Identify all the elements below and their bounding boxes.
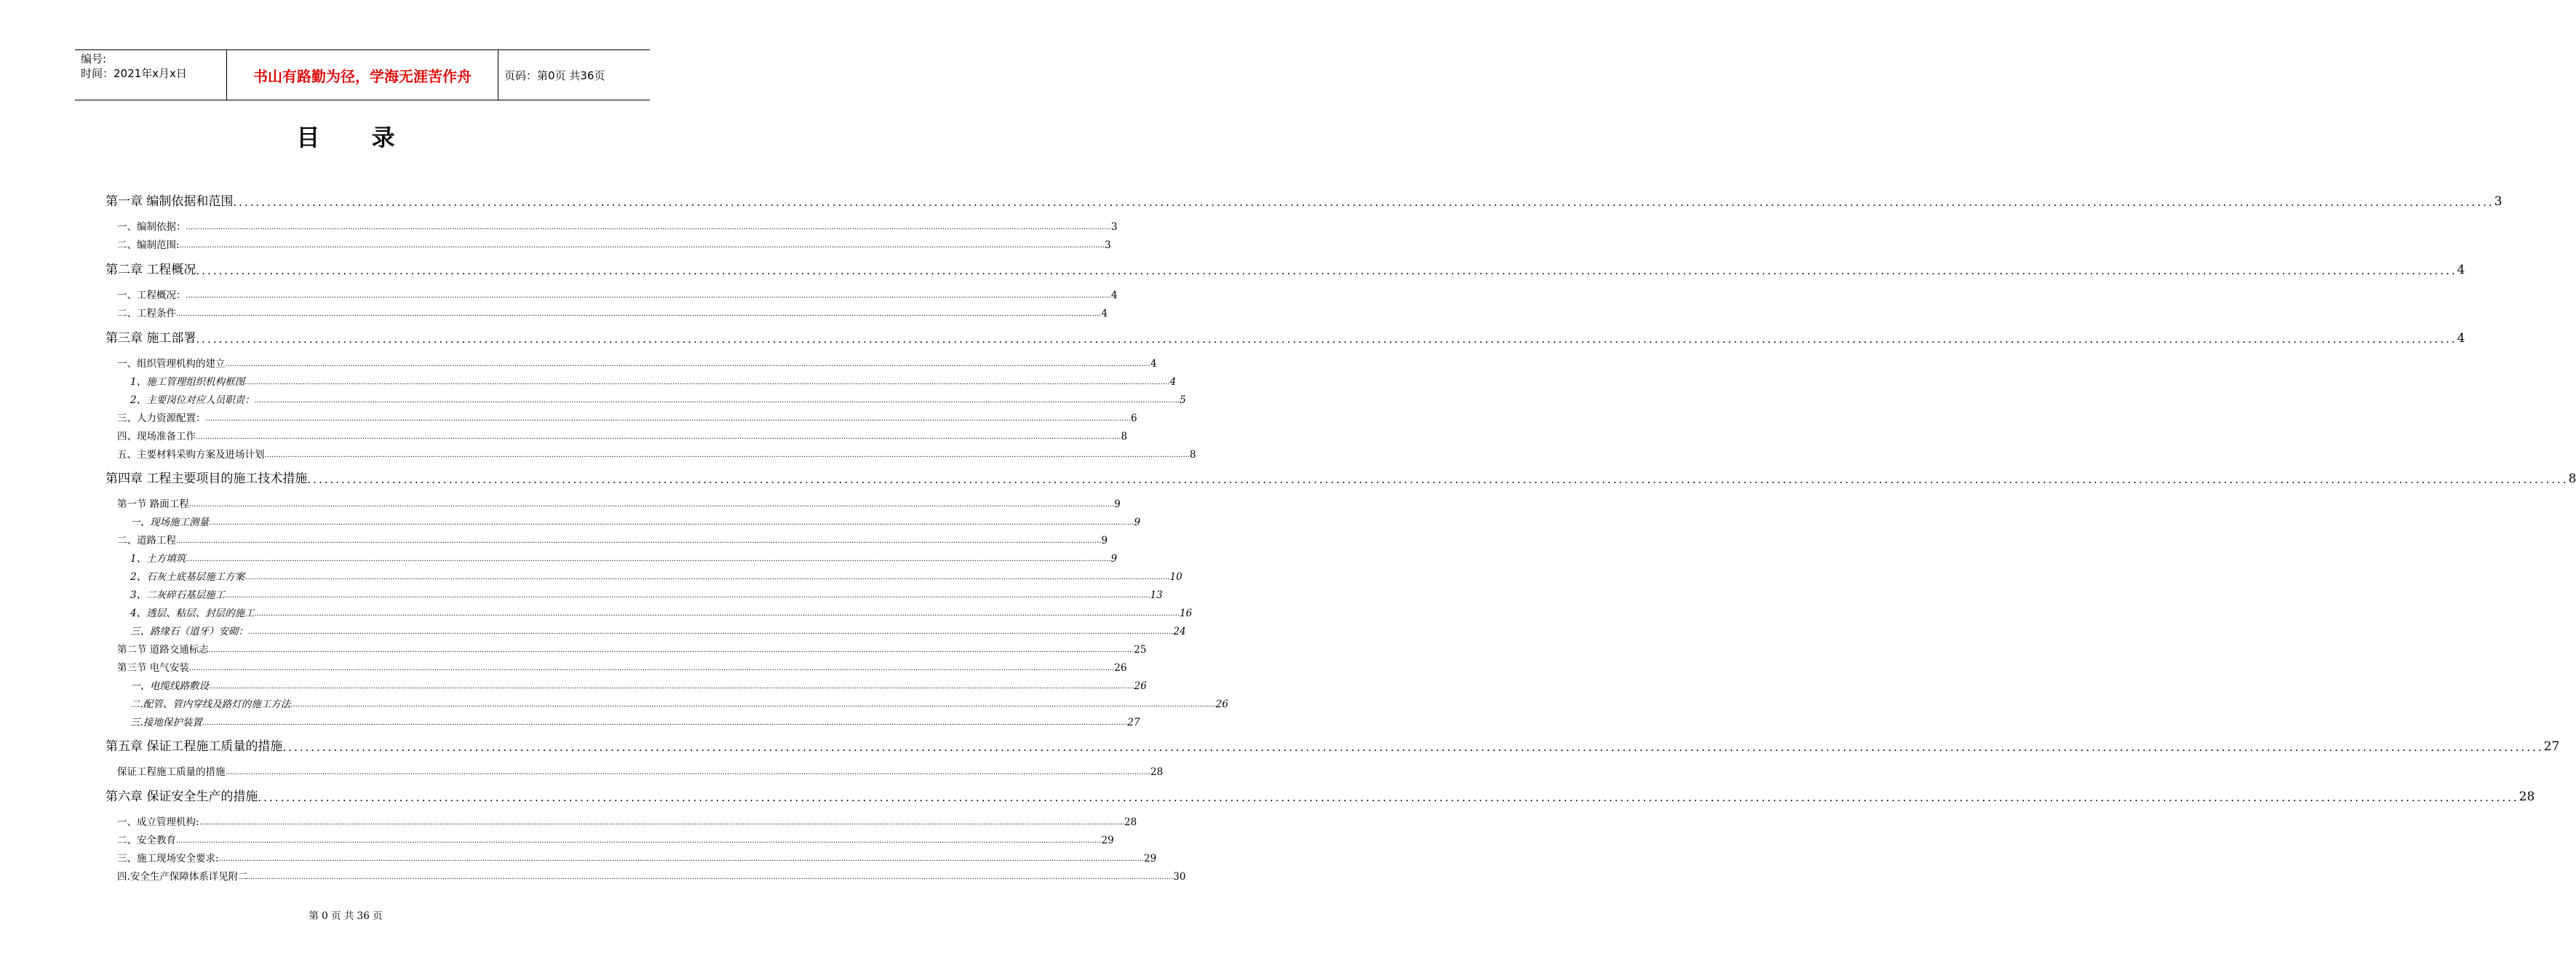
toc-entry-label: 3、二灰碎石基层施工: [130, 589, 226, 601]
toc-entry[interactable]: [117, 641, 1147, 656]
toc-entry[interactable]: [117, 496, 1121, 510]
number-label: 编号:: [81, 52, 107, 65]
toc-entry-label: 三、施工现场安全要求:: [117, 853, 219, 864]
toc-entry-label: 第三节 电气安装: [117, 662, 189, 674]
toc-entry-label: 第五章 保证工程施工质量的措施: [106, 739, 283, 754]
toc-leader-dots: ................................................................................................................................................................................................................................................................................................................................................................................................................: [186, 292, 1111, 300]
toc-page-number: 8: [1121, 431, 1128, 442]
toc-entry[interactable]: [117, 428, 1128, 442]
toc-leader-dots: ................................................................................................................................................................................................................................................................................................................................................................................................................: [176, 537, 1102, 545]
toc-leader-dots: ................................................................................................................................................................................................................................................................................................................................................................................................................: [245, 378, 1170, 386]
toc-entry[interactable]: [117, 832, 1114, 846]
toc-page-number: 28: [2519, 790, 2535, 804]
toc-entry-label: 第二章 工程概况: [106, 263, 196, 277]
toc-page-number: 4: [1150, 358, 1157, 370]
toc-page-number: 13: [1150, 589, 1163, 601]
toc-leader-dots: ................................................................................................................................................................................................................................................................................................................................................................................................................: [209, 519, 1134, 527]
toc-leader-dots: ................................................................................................................................................................................................................................................................................................................................................................................................................: [282, 741, 2544, 754]
page-footer: 第 0 页 共 36 页: [309, 910, 383, 922]
toc-chapter-entry[interactable]: [106, 328, 2465, 346]
toc-leader-dots: ................................................................................................................................................................................................................................................................................................................................................................................................................: [264, 451, 1190, 459]
toc-entry[interactable]: [130, 623, 1186, 637]
toc-entry-label: 一、编制依据：: [117, 221, 186, 233]
toc-page-number: 8: [2568, 472, 2576, 486]
toc-entry-label: 第二节 道路交通标志: [117, 644, 209, 656]
toc-entry-label: 第四章 工程主要项目的施工技术措施: [106, 472, 308, 486]
toc-leader-dots: ................................................................................................................................................................................................................................................................................................................................................................................................................: [179, 242, 1105, 250]
page-title: 目 录: [296, 124, 417, 151]
toc-page-number: 29: [1101, 835, 1114, 846]
toc-entry-label: 一、组织管理机构的建立: [117, 358, 226, 370]
toc-entry-label: 第一节 路面工程: [117, 498, 189, 510]
toc-leader-dots: ................................................................................................................................................................................................................................................................................................................................................................................................................: [247, 873, 1174, 881]
header-meta: [75, 50, 227, 100]
toc-leader-dots: ................................................................................................................................................................................................................................................................................................................................................................................................................: [254, 610, 1180, 618]
toc-page-number: 27: [2543, 739, 2560, 754]
toc-entry[interactable]: [130, 373, 1177, 388]
toc-entry[interactable]: [117, 532, 1108, 546]
toc-entry[interactable]: [130, 391, 1186, 406]
toc-entry[interactable]: [117, 659, 1127, 674]
toc-chapter-entry[interactable]: [106, 787, 2535, 804]
toc-entry-label: 二、道路工程: [117, 535, 176, 546]
toc-entry-label: 四、现场准备工作: [117, 431, 196, 442]
toc-page-number: 4: [1101, 308, 1108, 319]
toc-entry-label: 4、透层、粘层、封层的施工: [130, 608, 255, 619]
toc-entry[interactable]: [117, 355, 1157, 370]
toc-entry[interactable]: [130, 587, 1163, 601]
toc-leader-dots: ................................................................................................................................................................................................................................................................................................................................................................................................................: [196, 333, 2457, 346]
toc-leader-dots: ................................................................................................................................................................................................................................................................................................................................................................................................................: [225, 592, 1150, 600]
toc-entry[interactable]: [130, 568, 1182, 583]
toc-entry-label: 1、施工管理组织机构框图: [130, 376, 245, 388]
toc-entry-label: 2、石灰土底基层施工方案: [130, 571, 245, 583]
toc-entry-label: 第一章 编制依据和范围: [106, 194, 234, 209]
toc-page-number: 3: [1110, 221, 1118, 233]
toc-page-number: 4: [2457, 263, 2465, 277]
toc-entry[interactable]: [117, 287, 1118, 301]
toc-entry[interactable]: [117, 305, 1108, 319]
toc-page-number: 25: [1134, 644, 1147, 656]
toc-page-number: 6: [1130, 413, 1137, 424]
toc-entry-label: 三、路缘石（道牙）安砌：: [130, 626, 248, 637]
toc-leader-dots: ................................................................................................................................................................................................................................................................................................................................................................................................................: [258, 791, 2519, 804]
toc-page-number: 28: [1150, 766, 1164, 778]
toc-page-number: 10: [1169, 571, 1182, 583]
toc-page-number: 28: [1124, 816, 1137, 828]
toc-page-number: 26: [1114, 662, 1127, 674]
toc-page-number: 29: [1144, 853, 1157, 864]
toc-leader-dots: ................................................................................................................................................................................................................................................................................................................................................................................................................: [254, 397, 1180, 405]
toc-chapter-entry[interactable]: [106, 260, 2465, 277]
toc-page-number: 26: [1134, 680, 1147, 692]
toc-entry-label: 第六章 保证安全生产的措施: [106, 790, 258, 804]
toc-page-number: 4: [2457, 331, 2465, 346]
toc-leader-dots: ................................................................................................................................................................................................................................................................................................................................................................................................................: [233, 196, 2494, 209]
toc-entry[interactable]: [117, 763, 1164, 778]
toc-page-number: 4: [1169, 376, 1177, 388]
toc-entry-label: 二、安全教育: [117, 835, 176, 846]
toc-entry[interactable]: [130, 605, 1193, 619]
toc-entry-label: 保证工程施工质量的措施: [117, 766, 226, 778]
toc-leader-dots: ................................................................................................................................................................................................................................................................................................................................................................................................................: [196, 433, 1121, 441]
toc-entry[interactable]: [130, 677, 1147, 692]
toc-page-number: 27: [1127, 717, 1140, 728]
header-table: [75, 49, 650, 100]
toc-page-number: 9: [1110, 553, 1118, 565]
toc-entry-label: 五、主要材料采购方案及进场计划: [117, 449, 265, 461]
toc-entry[interactable]: [117, 410, 1137, 424]
toc-page-number: 9: [1114, 498, 1121, 510]
toc-entry-label: 四.安全生产保障体系详见附二: [117, 871, 248, 883]
toc-page-number: 9: [1134, 517, 1141, 528]
toc-entry-label: 三、人力资源配置：: [117, 413, 206, 424]
toc-entry[interactable]: [117, 850, 1157, 864]
toc-entry-label: 一、成立管理机构:: [117, 816, 199, 828]
toc-leader-dots: ................................................................................................................................................................................................................................................................................................................................................................................................................: [196, 264, 2457, 277]
toc-page-number: 4: [1110, 290, 1118, 301]
toc-chapter-entry[interactable]: [106, 736, 2560, 754]
toc-leader-dots: ................................................................................................................................................................................................................................................................................................................................................................................................................: [245, 573, 1170, 581]
toc-leader-dots: ................................................................................................................................................................................................................................................................................................................................................................................................................: [290, 701, 1216, 709]
toc-page-number: 16: [1180, 608, 1193, 619]
toc-entry-label: 一、电缆线路敷设: [130, 680, 209, 692]
toc-entry-label: 一、工程概况：: [117, 290, 186, 301]
toc-leader-dots: ................................................................................................................................................................................................................................................................................................................................................................................................................: [202, 719, 1128, 727]
toc-entry-label: 二、编制范围:: [117, 239, 180, 251]
toc-entry[interactable]: [130, 696, 1228, 710]
toc-leader-dots: ................................................................................................................................................................................................................................................................................................................................................................................................................: [188, 501, 1115, 509]
toc-entry[interactable]: [130, 714, 1140, 728]
toc-page-number: 8: [1189, 449, 1196, 461]
toc-entry-label: 二.配管、管内穿线及路灯的施工方法: [130, 699, 291, 710]
toc-leader-dots: ................................................................................................................................................................................................................................................................................................................................................................................................................: [225, 360, 1150, 368]
toc-leader-dots: ................................................................................................................................................................................................................................................................................................................................................................................................................: [186, 223, 1111, 231]
toc-entry[interactable]: [130, 550, 1118, 565]
toc-page-number: 26: [1215, 699, 1228, 710]
toc-entry[interactable]: [117, 236, 1111, 251]
toc-leader-dots: ................................................................................................................................................................................................................................................................................................................................................................................................................: [186, 555, 1111, 563]
toc-entry[interactable]: [117, 868, 1186, 883]
toc-page-number: 30: [1173, 871, 1186, 883]
toc-leader-dots: ................................................................................................................................................................................................................................................................................................................................................................................................................: [248, 628, 1174, 636]
toc-leader-dots: ................................................................................................................................................................................................................................................................................................................................................................................................................: [208, 646, 1134, 654]
toc-entry-label: 三.接地保护装置: [130, 717, 202, 728]
toc-page-number: 3: [1105, 239, 1111, 251]
page-info: 页码：第0页 共36页: [504, 68, 605, 82]
toc-leader-dots: ................................................................................................................................................................................................................................................................................................................................................................................................................: [307, 473, 2569, 486]
toc-leader-dots: ................................................................................................................................................................................................................................................................................................................................................................................................................: [176, 310, 1102, 318]
toc-page-number: 24: [1173, 626, 1186, 637]
toc-entry-label: 1、土方填筑: [130, 553, 186, 565]
toc-entry[interactable]: [117, 814, 1137, 828]
toc-page-number: 5: [1180, 394, 1186, 406]
toc-leader-dots: ................................................................................................................................................................................................................................................................................................................................................................................................................: [199, 819, 1125, 827]
toc-entry-label: 2、主要岗位对应人员职责：: [130, 394, 255, 406]
toc-leader-dots: ................................................................................................................................................................................................................................................................................................................................................................................................................: [218, 855, 1145, 863]
toc-leader-dots: ................................................................................................................................................................................................................................................................................................................................................................................................................: [205, 415, 1131, 423]
toc-chapter-entry[interactable]: [106, 469, 2576, 486]
toc-entry[interactable]: [117, 446, 1196, 461]
toc-entry-label: 一、现场施工测量: [130, 517, 209, 528]
toc-leader-dots: ................................................................................................................................................................................................................................................................................................................................................................................................................: [176, 837, 1102, 845]
toc-entry-label: 二、工程条件: [117, 308, 176, 319]
motto: 书山有路勤为径，学海无涯苦作舟: [227, 50, 498, 100]
time-label: 时间：2021年x月x日: [81, 67, 187, 80]
toc-leader-dots: ................................................................................................................................................................................................................................................................................................................................................................................................................: [225, 768, 1150, 776]
toc-chapter-entry[interactable]: [106, 191, 2503, 209]
toc-leader-dots: ................................................................................................................................................................................................................................................................................................................................................................................................................: [209, 683, 1134, 691]
toc-entry-label: 第三章 施工部署: [106, 331, 196, 346]
toc-entry[interactable]: [117, 218, 1118, 233]
toc-entry[interactable]: [130, 514, 1141, 528]
toc-leader-dots: ................................................................................................................................................................................................................................................................................................................................................................................................................: [188, 664, 1115, 672]
toc-page-number: 3: [2494, 194, 2503, 209]
toc-page-number: 9: [1101, 535, 1108, 546]
